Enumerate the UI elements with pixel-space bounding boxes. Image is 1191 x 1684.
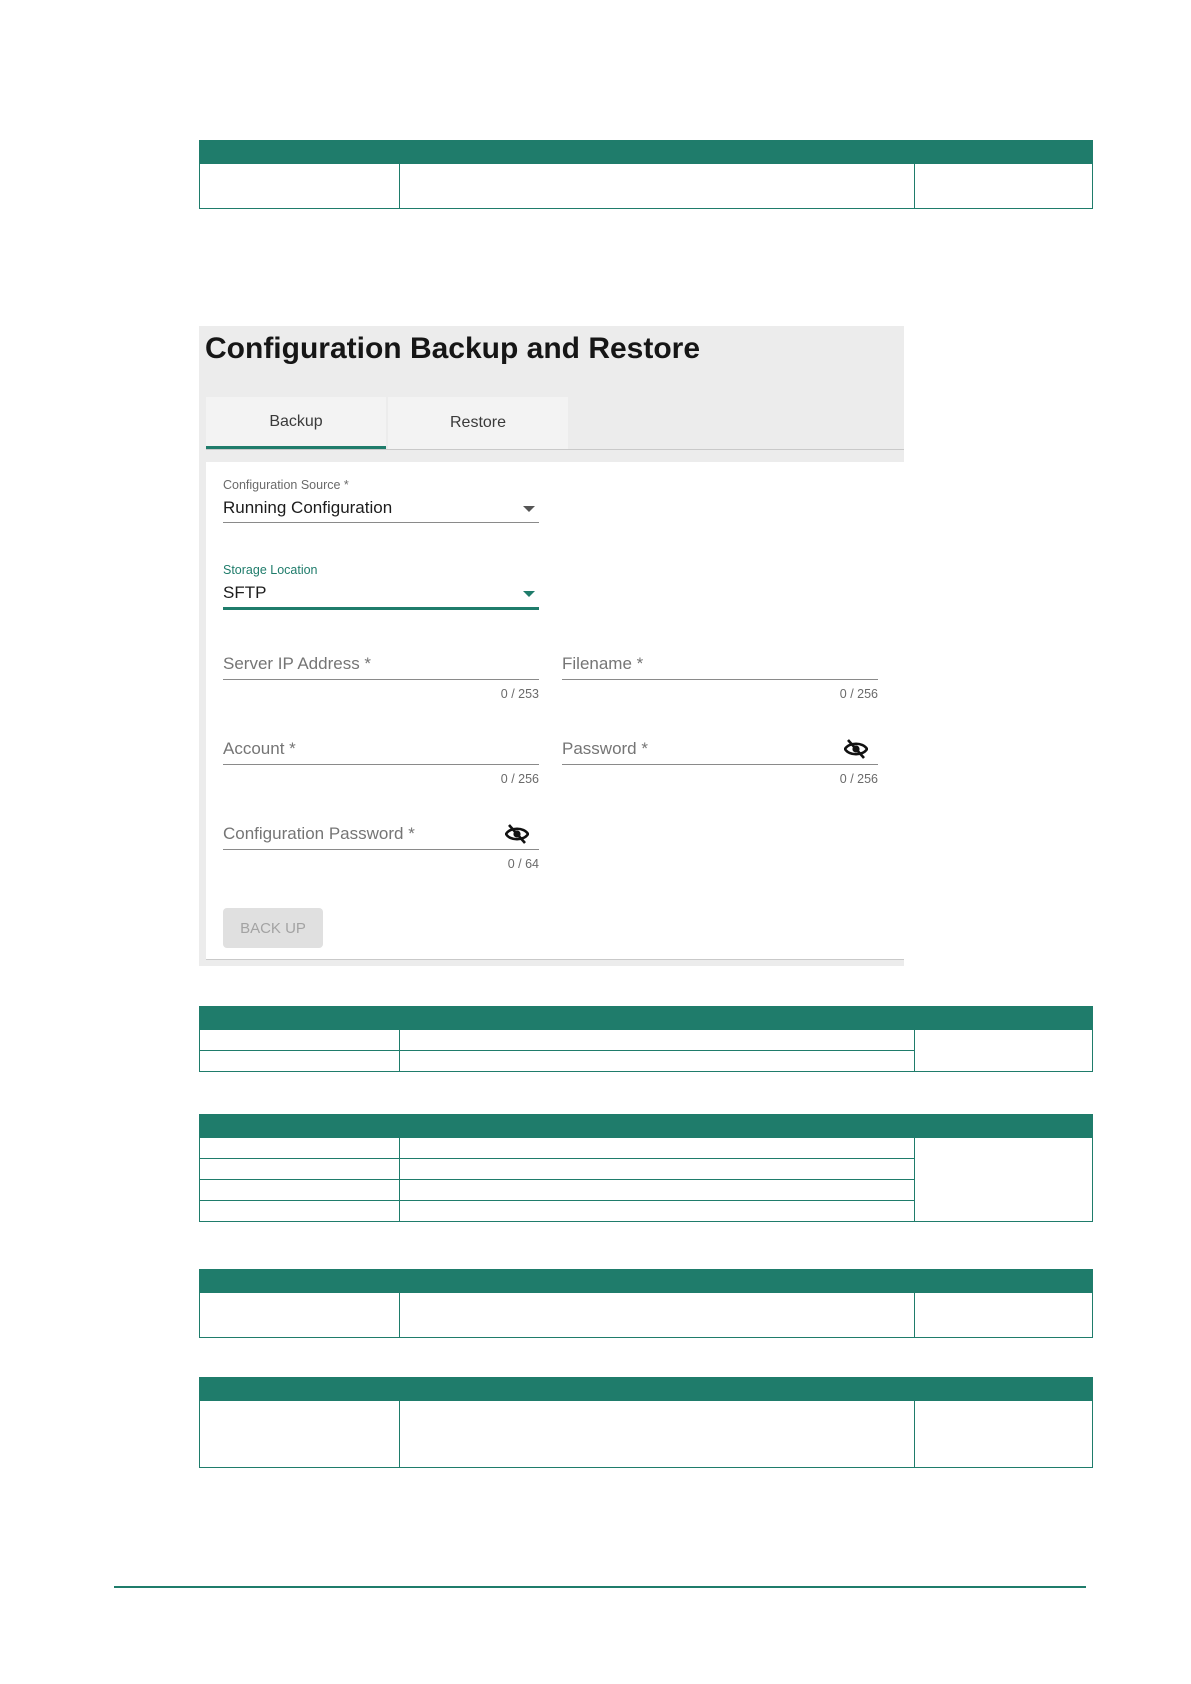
doc-table-5 <box>199 1377 1093 1468</box>
filename-field[interactable] <box>562 649 878 701</box>
account-input[interactable]: Account * <box>223 734 539 765</box>
table-header-row <box>200 1007 1093 1030</box>
back-up-button[interactable]: BACK UP <box>223 908 323 948</box>
config-source-select[interactable] <box>223 478 539 523</box>
page-title: Configuration Backup and Restore <box>205 332 701 365</box>
config-password-field[interactable] <box>223 819 539 871</box>
backup-form-card <box>206 462 904 960</box>
tab-bar <box>206 397 904 450</box>
password-counter: 0 / 256 <box>839 772 878 786</box>
doc-table-3 <box>199 1114 1093 1222</box>
table-row <box>200 1293 1093 1338</box>
config-password-input[interactable] <box>223 819 539 850</box>
server-ip-input[interactable]: Server IP Address * <box>223 649 539 680</box>
config-source-label: Configuration Source * <box>223 478 349 492</box>
doc-table-1 <box>199 140 1093 209</box>
storage-location-value: SFTP <box>223 583 267 602</box>
server-ip-counter: 0 / 253 <box>500 687 539 701</box>
footer-divider <box>114 1586 1086 1588</box>
doc-table-4 <box>199 1269 1093 1338</box>
table-row <box>200 164 1093 209</box>
table-header-row <box>200 1270 1093 1293</box>
table-row <box>200 1401 1093 1468</box>
table-header-row <box>200 1378 1093 1401</box>
storage-location-value-row[interactable] <box>223 579 539 610</box>
password-input[interactable] <box>562 734 878 765</box>
config-backup-panel <box>199 326 904 966</box>
eye-off-icon[interactable] <box>844 739 868 759</box>
config-source-value: Running Configuration <box>223 498 393 517</box>
table-header-row <box>200 1115 1093 1138</box>
config-password-counter: 0 / 64 <box>507 857 539 871</box>
config-source-value-row[interactable] <box>223 494 539 523</box>
config-password-placeholder: Configuration Password * <box>223 824 415 843</box>
eye-off-icon[interactable] <box>505 824 529 844</box>
table-row <box>200 1030 1093 1051</box>
table-row <box>200 1138 1093 1159</box>
chevron-down-icon[interactable] <box>523 506 535 512</box>
filename-counter: 0 / 256 <box>839 687 878 701</box>
doc-table-2 <box>199 1006 1093 1072</box>
chevron-down-icon[interactable] <box>523 591 535 597</box>
account-counter: 0 / 256 <box>500 772 539 786</box>
storage-location-label: Storage Location <box>223 563 318 577</box>
tab-backup[interactable]: Backup <box>206 397 386 449</box>
filename-input[interactable]: Filename * <box>562 649 878 680</box>
storage-location-select[interactable] <box>223 563 539 610</box>
tab-restore[interactable]: Restore <box>388 397 568 449</box>
account-field[interactable] <box>223 734 539 786</box>
server-ip-field[interactable] <box>223 649 539 701</box>
password-field[interactable] <box>562 734 878 786</box>
table-header-row <box>200 141 1093 164</box>
password-placeholder: Password * <box>562 739 648 758</box>
